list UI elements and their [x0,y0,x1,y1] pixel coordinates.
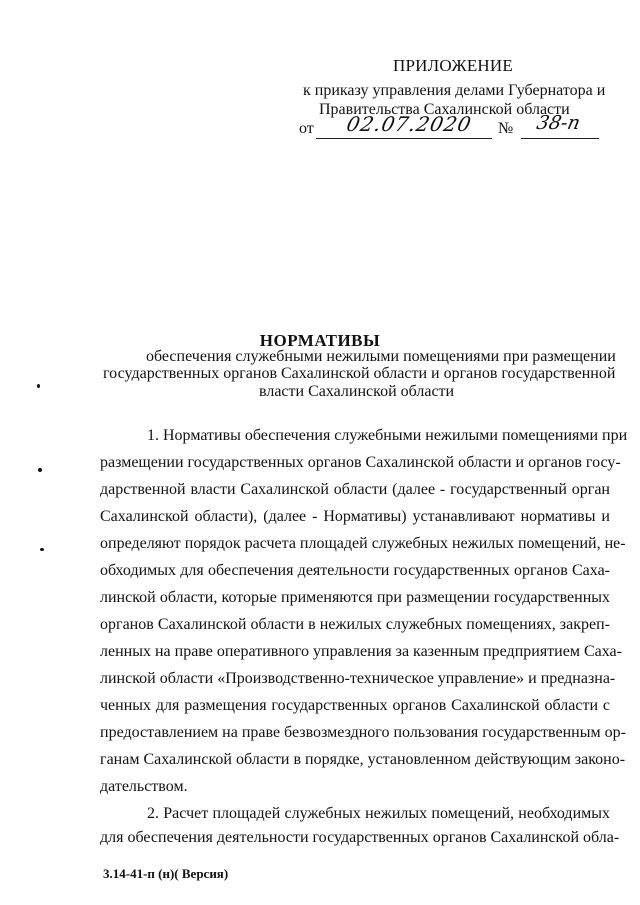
subtitle-line-3: власти Сахалинской области [259,383,455,400]
subtitle-line-1: обеспечения служебными нежилыми помещениями при размещении [146,348,616,365]
handwritten-date: 02.07.2020 [344,112,475,136]
order-reference-line-1: к приказу управления делами Губернатора и [303,82,606,99]
paragraph-1-line: предоставлением на праве безвозмездного пользования государственным ор- [100,724,626,741]
paragraph-1-line: ченных для размещения государственных органов Сахалинской области с [100,697,610,714]
paragraph-1-line: линской области «Производственно-техническое управление» и предназна- [100,670,616,687]
date-label: от [299,120,314,137]
paragraph-1-line: Сахалинской области), (далее - Нормативы) устанавливают нормативы и [100,508,610,525]
paragraph-2-line: для обеспечения деятельности государственных органов Сахалинской обла- [100,829,620,846]
document-code: 3.14-41-п (н)( Версия) [103,866,229,881]
number-underline [521,138,599,139]
paragraph-1-line: дательством. [100,778,188,795]
order-reference-line-2: Правительства Сахалинской области [319,101,570,118]
paragraph-1-line: линской области, которые применяются при размещении государственных [100,589,610,606]
paragraph-1-line: ленных на праве оперативного управления за казенным предприятием Саха- [100,643,622,660]
paragraph-1-line: определяют порядок расчета площадей служебных нежилых помещений, не- [100,535,626,552]
paragraph-1-line: ганам Сахалинской области в порядке, установленном действующим законо- [100,751,626,768]
scan-mark [40,548,44,551]
paragraph-2-line: 2. Расчет площадей служебных нежилых помещений, необходимых [147,805,610,822]
subtitle-line-2: государственных органов Сахалинской области и органов государственной [103,365,616,382]
document-title: НОРМАТИВЫ [259,331,381,350]
scan-mark [37,384,40,388]
scan-mark [38,468,42,472]
paragraph-1-line: дарственной власти Сахалинской области (далее - государственный орган [100,481,610,498]
appendix-title: ПРИЛОЖЕНИЕ [393,56,513,75]
paragraph-1-line: 1. Нормативы обеспечения служебными нежилыми помещениями при [147,427,628,444]
paragraph-1-line: обходимых для обеспечения деятельности государственных органов Саха- [100,562,610,579]
handwritten-number: 38-п [534,112,583,134]
number-label: № [498,120,514,137]
paragraph-1-line: органов Сахалинской области в нежилых служебных помещениях, закреп- [100,616,610,633]
date-underline [316,138,492,139]
paragraph-1-line: размещении государственных органов Сахалинской области и органов госу- [100,454,621,471]
